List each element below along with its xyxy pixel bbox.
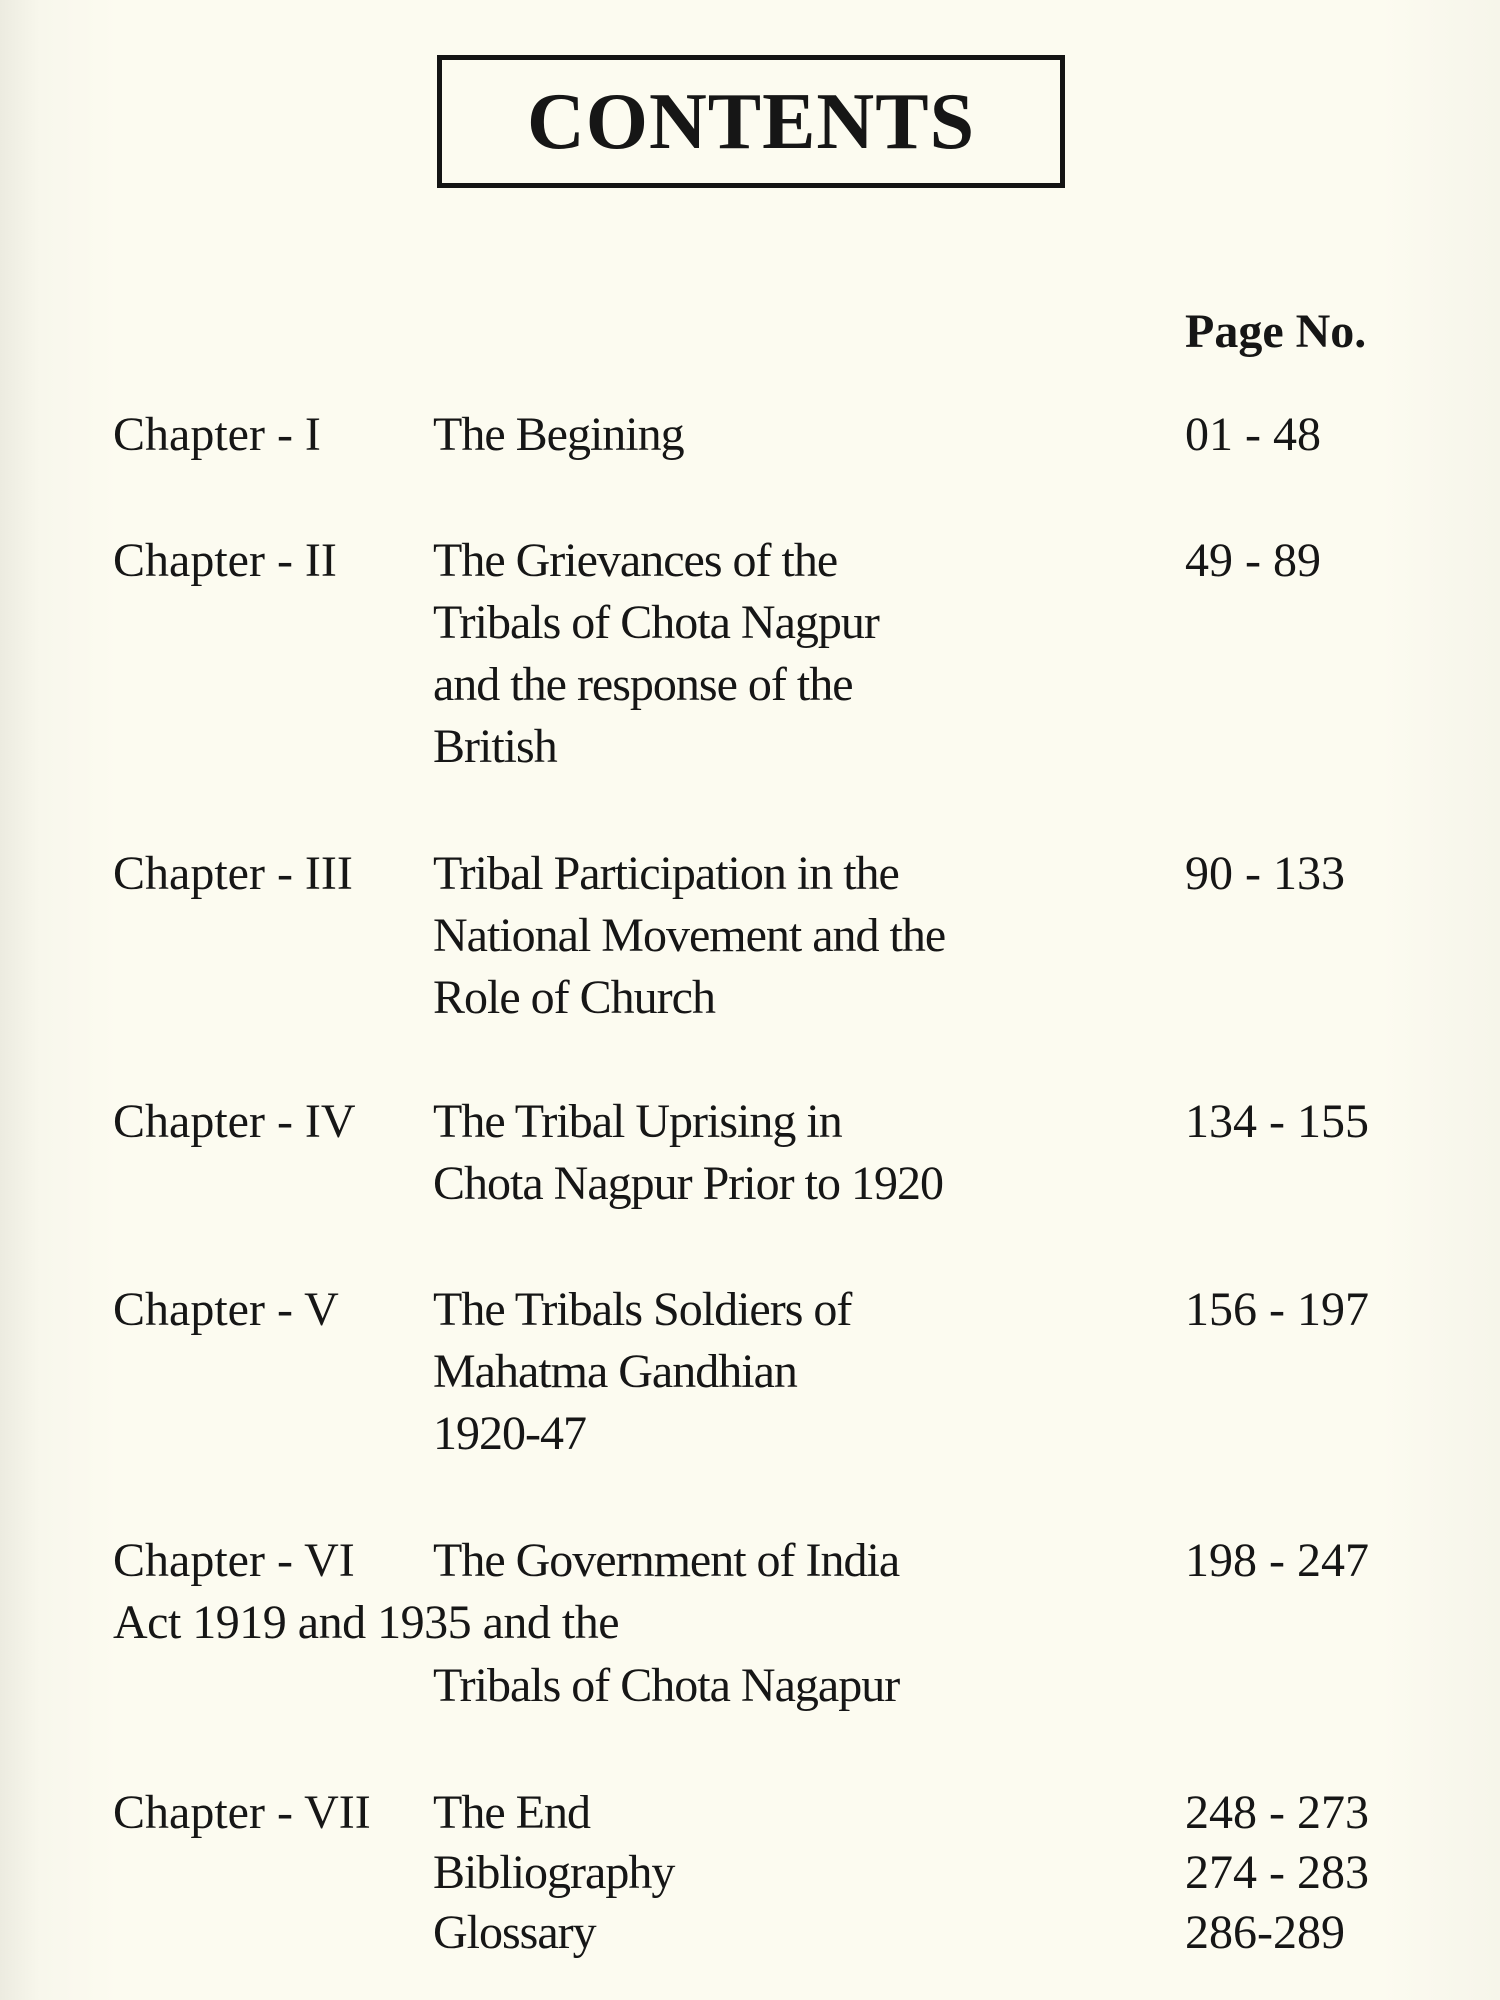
chapter-page-range: 156 - 197	[1185, 1283, 1369, 1336]
glossary-page-range: 286-289	[1185, 1906, 1345, 1959]
contents-title-box	[437, 55, 1065, 188]
chapter-title-line: Tribal Participation in the	[433, 847, 899, 900]
chapter-label: Chapter - VII	[113, 1786, 371, 1839]
chapter-page-range: 90 - 133	[1185, 847, 1345, 900]
chapter-page-range: 198 - 247	[1185, 1534, 1369, 1587]
chapter-title-line: 1920-47	[433, 1407, 586, 1460]
chapter-title-line: The Government of India	[433, 1534, 900, 1587]
chapter-title-line: and the response of the	[433, 658, 853, 711]
chapter-title-line: National Movement and the	[433, 909, 946, 962]
chapter-title-line: Role of Church	[433, 971, 715, 1024]
chapter-label: Chapter - I	[113, 408, 321, 461]
chapter-title-line: The Begining	[433, 408, 684, 461]
chapter-title-line: British	[433, 720, 557, 773]
chapter-title-continuation: Tribals of Chota Nagapur	[433, 1659, 900, 1712]
chapter-label: Chapter - V	[113, 1283, 339, 1336]
chapter-page-range: 248 - 273	[1185, 1786, 1369, 1839]
chapter-title	[433, 843, 1073, 1029]
page-number-column-header: Page No.	[1185, 305, 1367, 358]
chapter-title-line: The Tribal Uprising in	[433, 1095, 842, 1148]
chapter-title-line: Mahatma Gandhian	[433, 1345, 797, 1398]
chapter-title-continuation: Act 1919 and 1935 and the	[113, 1596, 620, 1649]
chapter-label: Chapter - IV	[113, 1095, 356, 1148]
chapter-title-line: The End	[433, 1786, 590, 1839]
chapter-title	[433, 1782, 1073, 1844]
page-title: CONTENTS	[526, 77, 976, 166]
chapter-page-range: 49 - 89	[1185, 534, 1321, 587]
chapter-title-line: The Tribals Soldiers of	[433, 1283, 852, 1336]
chapter-title	[433, 1530, 1073, 1592]
chapter-label: Chapter - VI	[113, 1534, 355, 1587]
chapter-title	[433, 1091, 1073, 1215]
chapter-label: Chapter - III	[113, 847, 353, 900]
toc-entry-glossary: Glossary	[433, 1906, 596, 1959]
bibliography-page-range: 274 - 283	[1185, 1846, 1369, 1899]
chapter-title	[433, 530, 1073, 778]
chapter-title-line: Chota Nagpur Prior to 1920	[433, 1157, 943, 1210]
chapter-title	[433, 1279, 1073, 1465]
chapter-label: Chapter - II	[113, 534, 337, 587]
chapter-title	[433, 404, 1073, 466]
chapter-page-range: 01 - 48	[1185, 408, 1321, 461]
chapter-title-line: Tribals of Chota Nagpur	[433, 596, 879, 649]
toc-entry-bibliography: Bibliography	[433, 1846, 675, 1899]
chapter-title-line: The Grievances of the	[433, 534, 838, 587]
chapter-page-range: 134 - 155	[1185, 1095, 1369, 1148]
